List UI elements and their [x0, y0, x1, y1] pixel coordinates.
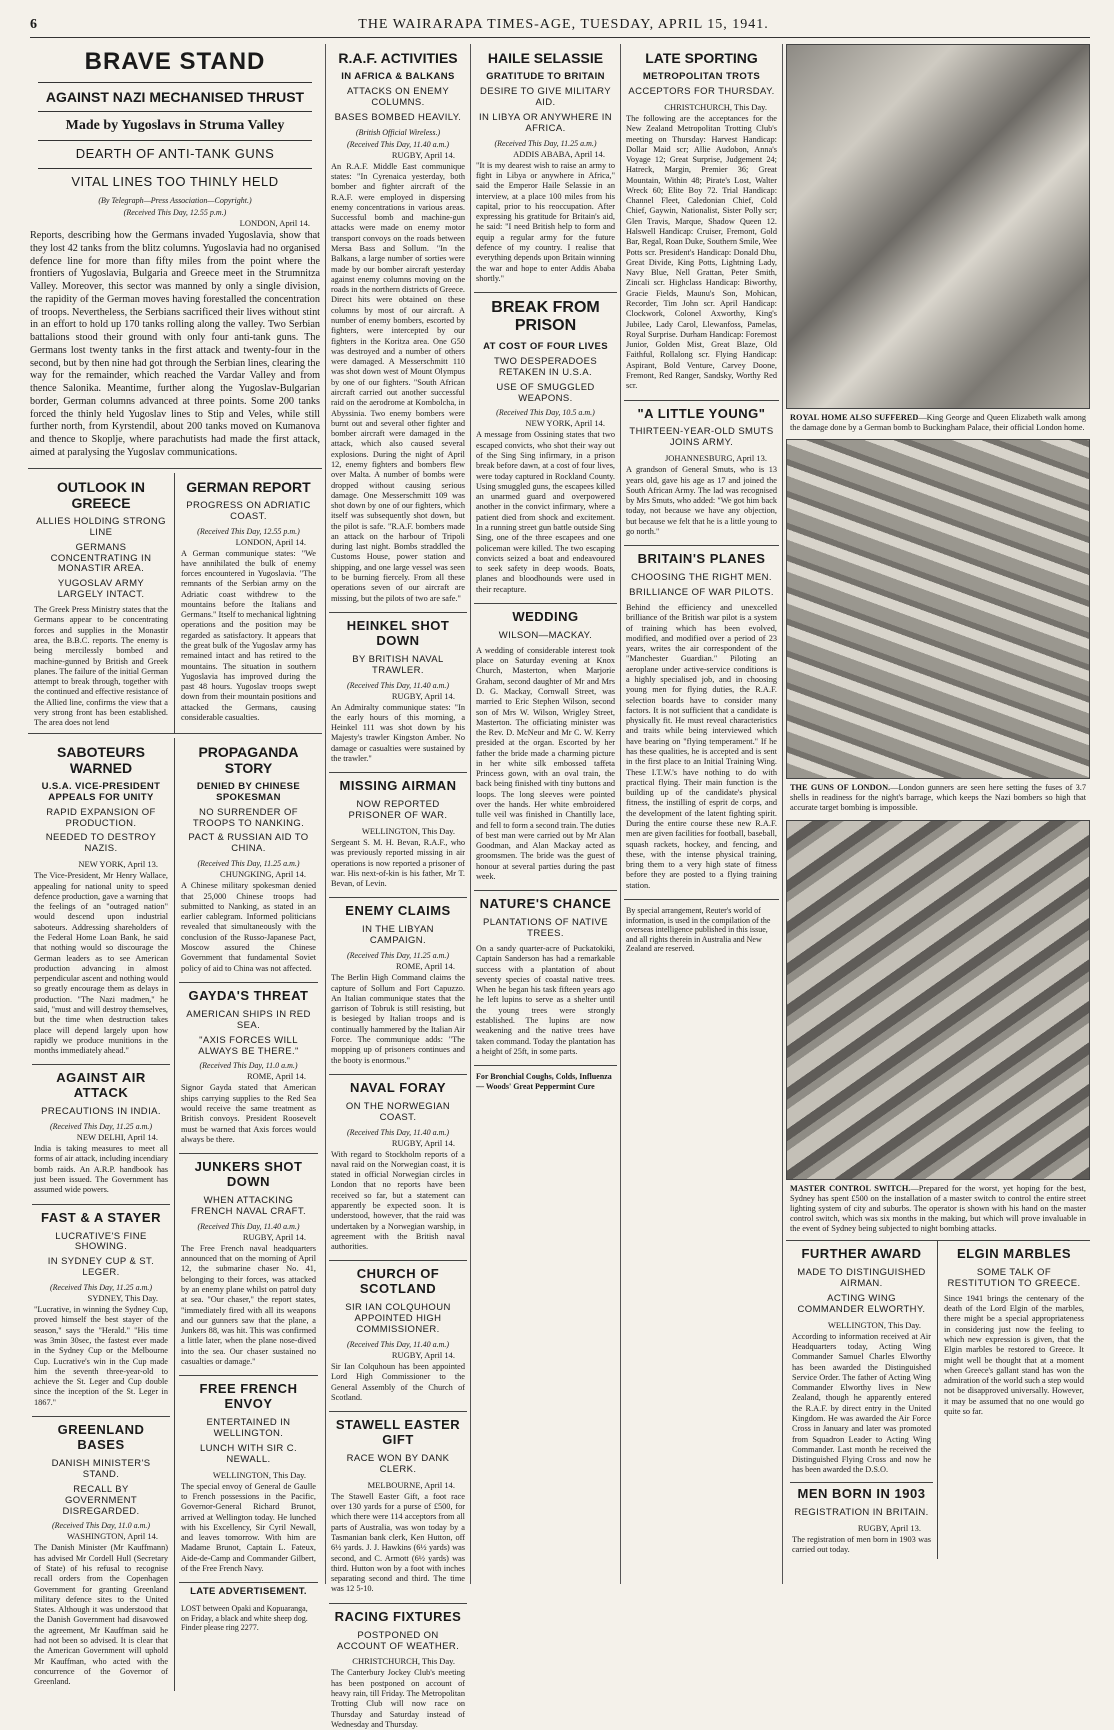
- story-headline: CHURCH OF SCOTLAND: [356, 1266, 440, 1297]
- story-body: Since 1941 brings the centenary of the death of the Lord Elgin of the marbles, there might be a special appropriateness in considering just now the feeling to which new expression is given, that the Elgin marbles be restored to Greece. It might well be thought that at a moment when Greece's gallant stand has won the admiration of the world such a step would not be disapproved universally. However, it may be assumed that no one would go quite so far.: [944, 1293, 1084, 1416]
- dateline: WELLINGTON, This Day.: [827, 1319, 921, 1330]
- story-subhead: PROGRESS ON ADRIATIC COAST.: [186, 499, 311, 522]
- story-headline: ELGIN MARBLES: [956, 1246, 1072, 1262]
- story-headline: FREE FRENCH ENVOY: [199, 1381, 298, 1412]
- photo-royal-home: [786, 44, 1090, 409]
- photo-guns-of-london: [786, 439, 1090, 779]
- propaganda-story: [179, 744, 318, 983]
- received-line: (Received This Day, 11.0 a.m.): [199, 1061, 298, 1071]
- story-body: The following are the acceptances for the New Zealand Metropolitan Trotting Club's meeting on Thursday: Harvest Handicap: Dollar Maid scr; Allie Audobon, Anna's Voyage 12; Great Surprise, Judgement 24; Hatreck, Margin, Premier 36; Great Mountain, Within 48; Pirate's Lost, Walter Wreck 60; Elite Boy 72. Trial Handicap: Channel Fleet, Caledonian Chief, Cold Chief, Gaywin, Nationalist, Sister Polly scr; Glen Travis, Marque, Shadow Queen 12. Halswell Handicap: Cruiser, Fremont, Gold Bar, Regal, Roan Duke, Southern Smile, Wee Potts scr. President's Handicap: Donald Dhu, Great Divide, King Potts, Lightning Lady, Navy Blue, Nell Grattan, Peter Smith, Zincali scr. Highclass Handicap: Biworthy, Gracie Fields, Maunu's Son, Mohican, Recorder, Tim John scr. April Handicap: Clockwork, Colonel Axworthy, King's Jubilee, Lady Carol, Llewanfoss, Pamelas, Royal Surprise. Durham Handicap: Foremost Junior, Golden Mist, Great Blaze, Old Faithful, Rollalong scr. Flying Handicap: Aspirant, Bold Venture, Carvey Doone, Fremont, Red Ranger, Sandsky, Worthy Red scr.: [626, 113, 777, 391]
- story-subhead: MADE TO DISTINGUISHED AIRMAN.: [797, 1267, 926, 1289]
- received-line: (Received This Day, 12.55 p.m.): [197, 526, 300, 536]
- story-headline: NATURE'S CHANCE: [479, 896, 612, 912]
- dateline: SYDNEY, This Day.: [87, 1293, 158, 1304]
- story-headline: HEINKEL SHOT DOWN: [346, 617, 450, 648]
- dateline: RUGBY, April 14.: [391, 1137, 455, 1148]
- story-headline: GAYDA'S THREAT: [188, 987, 309, 1003]
- natures-chance-story: [474, 897, 617, 1066]
- story-subhead: ENTERTAINED IN WELLINGTON.: [206, 1417, 291, 1440]
- story-subhead: "AXIS FORCES WILL ALWAYS BE THERE.": [198, 1034, 299, 1057]
- story-headline: LATE SPORTING: [645, 50, 758, 66]
- story-headline: BRITAIN'S PLANES: [637, 551, 766, 567]
- story-headline: ENEMY CLAIMS: [345, 903, 451, 919]
- received-line: (Received This Day, 11.25 a.m.): [494, 138, 597, 148]
- story-body: Sergeant S. M. H. Bevan, R.A.F., who was previously reported missing in air operations is now reported a prisoner of war. His next-of-kin is his father, Mr T. Bevan, of Levin.: [331, 838, 465, 889]
- racing-story: [329, 1610, 467, 1730]
- dateline: ADDIS ABABA, April 14.: [513, 148, 605, 159]
- story-subhead: NEEDED TO DESTROY NAZIS.: [45, 832, 157, 855]
- caption-text: —London gunners are seen here setting the fuses of 3.7 shells in readiness for the night's barrage, which keeps the Nazi bombers so high that accurate target bombing is impossible.: [790, 783, 1086, 813]
- credit-line: (British Official Wireless.): [355, 127, 441, 137]
- newspaper-title: THE WAIRARAPA TIMES-AGE, TUESDAY, APRIL 15, 1941.: [358, 16, 769, 32]
- german-report-story: [175, 473, 322, 733]
- column-rule: [782, 44, 783, 1584]
- story-headline: MISSING AIRMAN: [339, 778, 457, 794]
- story-subhead: PRECAUTIONS IN INDIA.: [41, 1106, 161, 1118]
- story-subhead: POSTPONED ON ACCOUNT OF WEATHER.: [336, 1629, 460, 1652]
- story-subhead: U.S.A. VICE-PRESIDENT APPEALS FOR UNITY: [41, 780, 161, 803]
- heinkel-story: [329, 619, 467, 773]
- story-headline: FURTHER AWARD: [801, 1246, 922, 1262]
- story-headline: GERMAN REPORT: [186, 478, 311, 495]
- dateline: NEW DELHI, April 14.: [76, 1132, 158, 1143]
- story-body: An R.A.F. Middle East communique states: "In Cyrenaica yesterday, both bomber and fighter aircraft of the R.A.F. were employed in dispersing enemy concentrations in various areas. Successful bomb and machine-gun attacks were made on enemy motor transport convoys on the roads between Mersa Bass and Sollum. "In the Balkans, a large number of sorties were made by our bomber aircraft yesterday against enemy columns moving on the roads in the northern districts of Greece. Direct hits were obtained on these columns by most of our aircraft. A number of enemy bombers, escorted by fighters, were intercepted by our fighters in the Koritza area. One G50 was destroyed and a number of others were damaged. A Messerschmitt 110 was shot down west of Mount Olympus by one of our fighters. "South African aircraft carried out another successful raid on the aerodrome at Kombolcha, in Abyssinia. Two enemy bombers were burnt out and several other fighter and bomber aircraft were damaged in the attack, which also caused several explosions. During the night of April 12, enemy fighters and bombers flew over Malta. A number of bombs were dropped without causing serious damage. One Messerschmitt 109 was shot down by one of our fighters, which itself was subsequently shot down, but the pilot is safe. "R.A.F. bombers made an attack on the harbour of Tripoli during last night. Bombs straddled the Customs House, power station and shipping, and one large vessel was seen to be burning fiercely. From all these operations seven of our aircraft are missing, but the pilots of two are safe.": [331, 161, 465, 603]
- late-sporting-story: [624, 50, 779, 401]
- received-line: (Received This Day, 11.40 a.m.): [346, 1340, 450, 1350]
- caption-text: —Prepared for the worst, yet hoping for the best, Sydney has spent £500 on the installation of a master switch to control the entire street lighting system of city and suburbs. The operator is shown with his hand on the master control switch, which was six months in the making, but which will prove invaluable in the event of Sydney being subjected to night bombing attacks.: [790, 1183, 1086, 1233]
- caption-title: MASTER CONTROL SWITCH.: [790, 1183, 911, 1193]
- missing-airman-story: [329, 779, 467, 898]
- lead-subhead: AGAINST NAZI MECHANISED THRUST: [45, 89, 305, 105]
- story-body: A wedding of considerable interest took place on Saturday evening at Knox Church, Masterton, when Marjorie Graham, second daughter of Mr and Mrs D. G. Mackay, Cornwall Street, was married to Eric Stephen Wilson, second son of Mrs W. Wilson, Wrigley Street, Masterton. The officiating minister was the Rev. D. McNeur and Mr C. W. Kerry presided at the organ. Escorted by her father the bride made a charming picture in her white silk embossed taffeta Princess gown, with an oval train, the back being finished with tiny buttons and loops. The long sleeves were pointed over the hands. Her white embroidered tulle veil was finished in Chantilly lace, and fell to form a second train. The duties of best man were carried out by Mr Alan Goodman, and Alan Mackay acted as groomsmen. The bride was the guest of honour at several parties during the past week.: [476, 645, 615, 882]
- received-line: (Received This Day, 11.40 a.m.): [197, 1221, 300, 1231]
- lead-story: [28, 48, 322, 469]
- raf-story: [329, 50, 467, 613]
- advertisement: For Bronchial Coughs, Colds, Influenza — Woods' Great Peppermint Cure: [476, 1072, 612, 1091]
- lead-subhead: Made by Yugoslavs in Struma Valley: [65, 118, 285, 134]
- left-subcolumn: [28, 738, 175, 1692]
- dateline: NEW YORK, April 14.: [525, 418, 605, 429]
- story-headline: OUTLOOK IN GREECE: [57, 478, 145, 511]
- received-line: (Received This Day, 11.25 a.m.): [49, 1283, 153, 1293]
- photo-caption: [790, 413, 1086, 433]
- caption-title: THE GUNS OF LONDON.: [790, 783, 891, 793]
- outlook-story: [28, 473, 175, 733]
- dateline: ROME, April 14.: [395, 961, 455, 972]
- story-subhead: ACTING WING COMMANDER ELWORTHY.: [797, 1292, 926, 1315]
- received-line: (Received This Day, 11.25 a.m.): [346, 951, 450, 961]
- dateline: WELLINGTON, This Day.: [212, 1469, 306, 1480]
- story-body: With regard to Stockholm reports of a naval raid on the Norwegian coast, it is stated in official Norwegian circles in London that no reports have been received so far, but a statement can apparently be expected soon. It is understood, however, that the raid was undertaken by a Norwegian warship, in agreement with the British naval authorities.: [331, 1149, 465, 1252]
- dateline: RUGBY, April 13.: [857, 1522, 921, 1533]
- column-rule: [620, 44, 621, 1584]
- story-subhead: METROPOLITAN TROTS: [642, 71, 761, 83]
- story-subhead: GERMANS CONCENTRATING IN MONASTIR AREA.: [50, 541, 152, 575]
- story-subhead: NOW REPORTED PRISONER OF WAR.: [348, 799, 448, 822]
- story-subhead: ATTACKS ON ENEMY COLUMNS.: [346, 86, 450, 108]
- column-2: [329, 44, 467, 1729]
- story-headline: RACING FIXTURES: [334, 1608, 462, 1624]
- elgin-marbles-story: [938, 1241, 1090, 1559]
- received-line: (Received This Day, 11.25 a.m.): [197, 859, 300, 869]
- late-advertisement: [179, 1587, 318, 1635]
- free-french-story: [179, 1382, 318, 1583]
- story-body: The Greek Press Ministry states that the Germans appear to be concentrating forces and supplies in the Monastir area, the B.B.C. reports. The enemy is being mercilessly bombed and machine-gunned by British and Greek planes. The failure of the initial German attempt to break through, together with the continued and effective resistance of the Allied line, confirms the view that a very strong front has been established. The area does not lend: [34, 605, 168, 728]
- story-subhead: DANISH MINISTER'S STAND.: [51, 1457, 151, 1480]
- story-headline: BREAK FROM PRISON: [491, 299, 600, 335]
- prison-story: [474, 299, 617, 604]
- story-headline: "A LITTLE YOUNG": [637, 405, 766, 421]
- story-headline: HAILE SELASSIE: [487, 50, 604, 66]
- story-body: India is taking measures to meet all forms of air attack, including incendiary bomb raids. An A.R.P. handbook has just been issued. The Government has assumed wide powers.: [34, 1144, 168, 1195]
- story-subhead: RAPID EXPANSION OF PRODUCTION.: [46, 806, 156, 829]
- column-3: [474, 44, 617, 1589]
- story-body: Sir Ian Colquhoun has been appointed Lord High Commissioner to the General Assembly of the Church of Scotland.: [331, 1362, 465, 1402]
- story-subhead: LUCRATIVE'S FINE SHOWING.: [55, 1230, 147, 1253]
- greenland-story: [32, 1423, 170, 1687]
- story-subhead: WILSON—MACKAY.: [498, 629, 593, 641]
- received-line: (Received This Day, 12.55 p.m.): [123, 208, 227, 218]
- dateline: WELLINGTON, This Day.: [361, 826, 455, 837]
- ad-label: LATE ADVERTISEMENT.: [190, 1586, 307, 1598]
- story-body: The Vice-President, Mr Henry Wallace, appealing for national unity to speed defence production, gave a warning that the feelings of an "outraged nation" would descend upon industrial saboteurs. Addressing shareholders of the Federal Home Loan Bank, he said that nothing would so discourage the German leaders as to see American production advancing in almost perpendicular ascent and nothing would so greatly encourage them as delays in production. "The Nazi madmen," he said, "must and will destroy themselves, but the time when destruction takes place will depend largely upon how rapidly we produce munitions in the months immediately ahead.": [34, 871, 168, 1056]
- story-headline: R.A.F. ACTIVITIES: [338, 50, 458, 66]
- junkers-story: [179, 1160, 318, 1376]
- dateline: RUGBY, April 14.: [391, 690, 455, 701]
- wedding-story: [474, 610, 617, 891]
- story-body: The Stawell Easter Gift, a foot race over 130 yards for a purse of £500, for which there were 114 acceptors from all parts of Australia, was won today by a Tasmanian bank clerk, Ken Hutton, off 6½ yards. J. J. Hawkins (6½ yards) was second, and C. Armott (6½ yards) was third. Hutton won by a foot with inches separating second and third. The time was 12 5-10.: [331, 1491, 465, 1594]
- column-rule: [325, 44, 326, 1584]
- story-subhead: ACCEPTORS FOR THURSDAY.: [628, 86, 775, 98]
- story-subhead: REGISTRATION IN BRITAIN.: [794, 1506, 929, 1518]
- reuters-notice: By special arrangement, Reuter's world of information, is used in the compilation of the overseas intelligence published in this issue, and all rights therein in Australia and New Zealand are reserved.: [626, 905, 771, 954]
- received-line: (Received This Day, 11.0 a.m.): [51, 1521, 151, 1531]
- story-subhead: BASES BOMBED HEAVILY.: [334, 111, 462, 123]
- column-rule: [470, 44, 471, 1584]
- dateline: RUGBY, April 14.: [242, 1231, 306, 1242]
- story-headline: PROPAGANDA STORY: [198, 743, 299, 776]
- story-subhead: WHEN ATTACKING FRENCH NAVAL CRAFT.: [190, 1195, 307, 1217]
- dateline: CHRISTCHURCH, This Day.: [664, 101, 767, 112]
- story-headline: JUNKERS SHOT DOWN: [194, 1159, 303, 1190]
- story-headline: NAVAL FORAY: [349, 1079, 447, 1095]
- story-subhead: NO SURRENDER OF TROOPS TO NANKING.: [192, 806, 305, 829]
- dateline: RUGBY, April 14.: [391, 1350, 455, 1361]
- story-body: The Canterbury Jockey Club's meeting has been postponed on account of heavy rain, till Friday. The Metropolitan Trotting Club will now race on Thursday and Saturday instead of Wednesday and Thursday.: [331, 1668, 465, 1729]
- stawell-story: [329, 1418, 467, 1604]
- story-subhead: IN THE LIBYAN CAMPAIGN.: [362, 924, 434, 947]
- dateline: MELBOURNE, April 14.: [367, 1479, 455, 1490]
- dateline: LONDON, April 14.: [239, 218, 310, 229]
- story-subhead: IN LIBYA OR ANYWHERE IN AFRICA.: [478, 111, 613, 134]
- story-body: The special envoy of General de Gaulle to French possessions in the Pacific, Governor-General Richard Brunot, arrived at Wellington today. He lunched with his Excellency, Sir Cyril Newall, and leaves tomorrow. With him are Madame Brunot, Captain L. Fateux, Aide-de-Camp and Commander Gilbert, of the Free French Navy.: [181, 1481, 316, 1574]
- story-body: According to information received at Air Headquarters today, Acting Wing Commander Samuel Charles Elworthy has been awarded the Distinguished Service Order. The father of Acting Wing Commander Elworthy lives in New Zealand, though he apparently entered the R.A.F. by direct entry in the United Kingdom. He was awarded the Air Force Cross in January and later was promoted from Squadron Leader to Acting Wing Commander. Last month he received the Distinguished Flying Cross and now he has been awarded the D.S.O.: [792, 1331, 931, 1475]
- received-line: (Received This Day, 11.40 a.m.): [346, 139, 450, 149]
- photo-master-switch: [786, 820, 1090, 1180]
- dateline: CHRISTCHURCH, This Day.: [352, 1656, 455, 1667]
- story-body: The registration of men born in 1903 was carried out today.: [792, 1534, 931, 1554]
- gayda-story: [179, 989, 318, 1154]
- britains-planes-story: [624, 552, 779, 900]
- story-body: The Danish Minister (Mr Kauffmann) has advised Mr Cordell Hull (Secretary of State) of his refusal to recognise recall orders from the Copenhagen Government for granting Greenland military defence sites to the United States. Although it was understood that the Danish Government had disavowed the agreement, Mr Kauffman said he had not been so advised. It is clear that the American Government will uphold Mr Kauffman, who acted with the concurrence of the Governor of Greenland.: [34, 1543, 168, 1687]
- story-body: A grandson of General Smuts, who is 13 years old, gave his age as 17 and joined the South African Army. The lad was recognised by Mrs Smuts, who added: "We got him back today, not because we have any objection, but because we felt that he is a little young to go north.": [626, 465, 777, 536]
- story-subhead: ON THE NORWEGIAN COAST.: [345, 1100, 451, 1123]
- lead-subhead: VITAL LINES TOO THINLY HELD: [71, 174, 279, 190]
- page-number: 6: [30, 16, 37, 32]
- story-subhead: TWO DESPERADOES RETAKEN IN U.S.A.: [493, 355, 598, 378]
- story-subhead: BY BRITISH NAVAL TRAWLER.: [352, 653, 444, 676]
- further-award-story: [786, 1241, 938, 1559]
- church-scotland-story: [329, 1267, 467, 1412]
- story-subhead: DENIED BY CHINESE SPOKESMAN: [196, 780, 301, 803]
- right-subcolumn: [175, 738, 322, 1692]
- dateline: WASHINGTON, April 14.: [67, 1531, 158, 1542]
- story-subhead: CHOOSING THE RIGHT MEN.: [631, 572, 772, 584]
- column-1: [28, 44, 322, 1687]
- caption-title: ROYAL HOME ALSO SUFFERED: [790, 413, 919, 422]
- caption-text: —King George and Queen Elizabeth walk among the damage done by a German bomb to Buckingham Palace, their official London home.: [790, 413, 1086, 433]
- story-subhead: DESIRE TO GIVE MILITARY AID.: [480, 86, 611, 108]
- story-subhead: USE OF SMUGGLED WEAPONS.: [496, 381, 595, 404]
- column-4: [624, 44, 779, 1589]
- story-body: "Lucrative, in winning the Sydney Cup, proved himself the best stayer of the season," says the "Herald." "His time was 3min 30sec, the fastest ever made in the Sydney Cup or the Melbourne Cup. Lucrative's win in the Cup made him the seventh three-year-old to achieve the St. Leger and Cup double since the inception of the St. Leger in 1867.": [34, 1305, 168, 1407]
- lead-headline: BRAVE STAND: [84, 48, 266, 75]
- story-body: On a sandy quarter-acre of Puckatokiki, Captain Sanderson has had a remarkable success with a plantation of about seventy species of coastal native trees. When he began his task fifteen years ago he left lupins to serve as a shelter until the young trees were strongly established. The lupins are now weakening and the native trees have taken command. Today the plantation has a height of 25ft, in some parts.: [476, 944, 615, 1056]
- ad-text: LOST between Opaki and Kopuaranga, on Friday, a black and white sheep dog. Finder please ring 2277.: [181, 1604, 308, 1633]
- selassie-story: [474, 50, 617, 293]
- story-subhead: AMERICAN SHIPS IN RED SEA.: [186, 1008, 311, 1031]
- story-subhead: GRATITUDE TO BRITAIN: [486, 71, 605, 83]
- air-attack-story: [32, 1071, 170, 1204]
- story-subhead: ALLIES HOLDING STRONG LINE: [36, 515, 166, 538]
- credit-line: (By Telegraph—Press Association—Copyright.): [98, 196, 252, 206]
- photo-caption: [790, 783, 1086, 813]
- received-line: (Received This Day, 11.40 a.m.): [346, 680, 450, 690]
- received-line: (Received This Day, 11.40 a.m.): [346, 1127, 450, 1137]
- story-subhead: IN AFRICA & BALKANS: [341, 71, 455, 83]
- story-body: The Free French naval headquarters announced that on the morning of April 12, the submarine chaser No. 41, belonging to their forces, was attacked by an enemy plane whilst on patrol duty at sea. "Our chaser," the report states, "immediately fired with all its weapons and our gunners saw that the plane, a Junkers 88, was hit. This was confirmed a little later, when the plane nose-dived into the sea. Our chaser sustained no casualties or damage.": [181, 1243, 316, 1366]
- story-body: "It is my dearest wish to raise an army to fight in Libya or anywhere in Africa," said the Emperor Haile Selassie in an interview, at a place 100 miles from his capital, prior to his reoccupation. After expressing his gratitude for Britain's aid, he said: "I need British help to form and equip a regular army for the future defence of my country. I realise that everything depends upon Britain winning the war and hope to enter Addis Ababa shortly.": [476, 160, 615, 283]
- story-body: Signor Gayda stated that American ships carrying supplies to the Red Sea would receive the same treatment as British convoys. President Roosevelt must be warned that Axis forces would always be there.: [181, 1083, 316, 1144]
- story-subhead: PACT & RUSSIAN AID TO CHINA.: [188, 832, 309, 855]
- story-body: A German communique states: "We have annihilated the bulk of enemy forces encountered in Yugoslavia. "The remnants of the Serbian army on the Adriatic coast withdrew to the mountains before the Italians and Germans." Itself to mechanical lightning operations and the position may be regarded as satisfactory. It appears that the great bulk of the Yugoslav army has remained intact and has retired to the mountains. The situation in southern Yugoslavia has improved during the past 48 hours. Yugoslav troops swept down from their mountain positions and attacked the Germans, causing considerable casualties.: [181, 548, 316, 722]
- received-line: (Received This Day, 10.5 a.m.): [496, 408, 595, 418]
- story-headline: AGAINST AIR ATTACK: [56, 1070, 146, 1101]
- fast-stayer-story: [32, 1211, 170, 1417]
- story-headline: STAWELL EASTER GIFT: [335, 1417, 461, 1448]
- dateline: CHUNGKING, April 14.: [220, 869, 306, 880]
- dateline: LONDON, April 14.: [235, 536, 306, 547]
- story-headline: WEDDING: [512, 608, 579, 624]
- saboteurs-story: [32, 744, 170, 1066]
- story-headline: GREENLAND BASES: [57, 1422, 145, 1452]
- story-subhead: SOME TALK OF RESTITUTION TO GREECE.: [947, 1267, 1081, 1289]
- dateline: RUGBY, April 14.: [391, 149, 455, 160]
- little-young-story: [624, 407, 779, 547]
- story-subhead: THIRTEEN-YEAR-OLD SMUTS JOINS ARMY.: [629, 426, 774, 449]
- story-subhead: RECALL BY GOVERNMENT DISREGARDED.: [62, 1483, 140, 1517]
- story-subhead: RACE WON BY DANK CLERK.: [346, 1453, 450, 1475]
- story-headline: FAST & A STAYER: [41, 1209, 161, 1225]
- story-body: Behind the efficiency and unexcelled brilliance of the British war pilot is a system of training which has been evolved, modified, and modified over a period of 23 years, writes the air correspondent of the "Manchester Guardian." Piloting an aeroplane under active-service conditions is a highly specialised job, and in choosing young men for flying duties, the R.A.F. selection boards have to consider many factors. It is not sufficient that a candidate is physically fit. He must reveal characteristics and traits while being interviewed which have bearing on "flying temperament." If he has these qualities, he is accepted and is sent in the first place to an Initial Training Wing. These I.T.W.'s have nothing to do with practical flying. Their main function is the building up of the candidate's physical fitness, the instilling of esprit de corps, and the development of the latent fighting spirit. During the entire course these new R.A.F. men are given facilities for football, baseball, squash rackets, hockey, and fencing, and these, with the intense physical training, bring them to a very high state of fitness before they are posted to a flying training station.: [626, 603, 777, 890]
- story-subhead: YUGOSLAV ARMY LARGELY INTACT.: [57, 578, 145, 601]
- lead-body: Reports, describing how the Germans invaded Yugoslavia, show that they lost 42 tanks from the blitz columns. Yugoslavia had no organised defence line for more than fifty miles from the point where the frontiers of Yugoslavia, Bulgaria and Greece meet in the Strumnitza Valley. Moreover, this sector was manned by only a single division, the rapidity of the German moves having forestalled the concentration of troops. Nevertheless, the Serbians sacrificed their lives without stint in an effort to hold up 170 tanks rolling along the valley. Two Serbian battalions stood their ground with only four anti-tank guns. The Germans lost twenty tanks in the first attack and twenty-four in the second, but by then nine had got through the Serbian lines, clearing the way for the remainder, which reached the Vardar Valley and from thence Salonika. Meantime, further along the Yugoslav-Bulgarian border, German columns advanced at three points. Some 200 tanks forced the thinly held Yugoslav lines to Stip and Veles, while still further north, from Kyrstendil, about 200 tanks moved on Kumanova and thence to Skoplje, where parachutists had made the first attack, aimed at paralysing the Yugoslav communications.: [30, 230, 320, 458]
- photo-caption: [790, 1184, 1086, 1235]
- enemy-claims-story: [329, 904, 467, 1074]
- story-body: A Chinese military spokesman denied that 25,000 Chinese troops had submitted to Nanking, as stated in an earlier cablegram. Informed politicians revealed that simultaneously with the conclusion of the Russo-Japanese Pact, Moscow assured the Chinese Government that fundamental Soviet policy of aid to China was not affected.: [181, 881, 316, 973]
- received-line: (Received This Day, 11.25 a.m.): [49, 1122, 153, 1132]
- story-body: The Berlin High Command claims the capture of Sollum and Fort Capuzzo. An Italian communique states that the garrison of Tobruk is still resisting, but is besieged by Italian troops and is continually hammered by the Italian Air Force. The communique adds: "The mopping up of prisoners continues and the booty is enormous.": [331, 973, 465, 1065]
- story-headline: SABOTEURS WARNED: [57, 743, 145, 776]
- column-5: [786, 44, 1090, 1589]
- story-subhead: SIR IAN COLQUHOUN APPOINTED HIGH COMMISSIONER.: [345, 1302, 451, 1336]
- story-subhead: BRILLIANCE OF WAR PILOTS.: [629, 587, 774, 599]
- story-subhead: IN SYDNEY CUP & ST. LEGER.: [47, 1256, 155, 1279]
- story-headline: MEN BORN IN 1903: [790, 1482, 933, 1502]
- lead-subhead: DEARTH OF ANTI-TANK GUNS: [75, 146, 275, 162]
- dateline: JOHANNESBURG, April 13.: [664, 453, 767, 464]
- masthead: [30, 12, 1090, 38]
- naval-foray-story: [329, 1081, 467, 1262]
- dateline: ROME, April 14.: [246, 1071, 306, 1082]
- story-body: An Admiralty communique states: "In the early hours of this morning, a Heinkel 111 was shot down by his Majesty's trawler Kingston Amber. No damage or casualties were sustained by the trawler.": [331, 702, 465, 763]
- story-body: A message from Ossining states that two escaped convicts, who shot their way out of the Sing Sing infirmary, in a prison break before dawn, at a cost of four lives, were today captured in Rockland County. Using smuggled guns, the escapees killed an unarmed guard and overpowered another in the convict infirmary, where a patient died from shock and excitement. In a running street gun battle outside Sing Sing, one of the three escapees and one policeman were killed. The two escaping convicts seized a boat and endeavoured to seek safety in deep woods. Boats, planes and bloodhounds were used in their recapture.: [476, 430, 615, 594]
- dateline: NEW YORK, April 13.: [78, 859, 158, 870]
- story-subhead: LUNCH WITH SIR C. NEWALL.: [199, 1442, 298, 1465]
- story-subhead: PLANTATIONS OF NATIVE TREES.: [482, 917, 609, 940]
- story-subhead: AT COST OF FOUR LIVES: [483, 340, 608, 352]
